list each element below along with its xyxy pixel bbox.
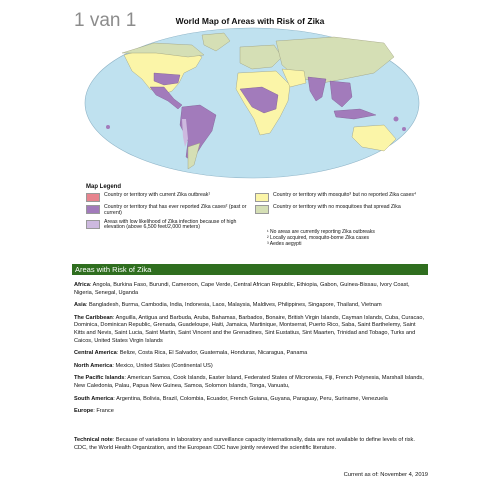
legend-swatch-no-mosquitoes (255, 205, 269, 214)
region-name: Asia (74, 302, 86, 309)
region-name: Africa (74, 282, 90, 288)
region-countries: Mexico, United States (Continental US) (115, 362, 213, 369)
legend-swatch-mosquito-no-cases (255, 193, 269, 202)
region-south-america: South America: Argentina, Bolivia, Brazil, Colombia, Ecuador, French Guiana, Guyana, Paraguay, Peru, Suriname, Venezuela (74, 395, 388, 402)
legend-swatch-past-or-current (86, 205, 100, 214)
region-europe: Europe: France (74, 408, 114, 415)
technical-note-text: Because of variations in laboratory and surveillance capacity internationally, data are not available to define levels of risk. CDC, the World Health Organization, and the European CDC have jointly reviewed the scientific literature. (74, 437, 415, 451)
legend-swatch-low-likelihood (86, 220, 100, 229)
current-as-of: Current as of: November 4, 2019 (343, 472, 428, 478)
region-countries: Anguilla, Antigua and Barbuda, Aruba, Bahamas, Barbados, Bonaire, British Virgin Islands, Cayman Islands, Cuba, Curacao, Dominica, Dominican Republic, Grenada, Guadeloupe, Haiti, Jamaica, Martinique, Montserrat, Puerto Rico, Saba, Saint Barthelemy, Saint Kitts and Nevis, Saint Lucia, Saint Martin, Saint Vincent and the Grenadines, Sint Eustatius, Sint Maarten, Trinidad and Tobago, Turks and Caicos, United States Virgin Islands (74, 314, 425, 344)
region-name: Central America (74, 350, 117, 357)
region-pacific-islands: The Pacific Islands: American Samoa, Cook Islands, Easter Island, Federated States of Micronesia, Fiji, French Polynesia, Marshall Islands, New Caledonia, Palau, Papua New Guinea, Samoa, Solomon Islands, Tonga, Vanuatu, (74, 375, 424, 389)
region-countries: Argentina, Bolivia, Brazil, Colombia, Ecuador, French Guiana, Guyana, Paraguay, Peru, Suriname, Venezuela (116, 395, 388, 402)
legend-title: Map Legend (86, 184, 122, 190)
legend-note: ¹ No areas are currently reporting Zika outbreaks (267, 229, 375, 235)
section-title: Areas with Risk of Zika (75, 265, 152, 274)
region-africa: Africa: Angola, Burkina Faso, Burundi, Cameroon, Cape Verde, Central African Republic, Ethiopia, Gabon, Guinea-Bissau, Ivory Coast, Nigeria, Senegal, Uganda (74, 282, 410, 296)
legend-item (255, 205, 430, 214)
region-caribbean: The Caribbean: Anguilla, Antigua and Barbuda, Aruba, Bahamas, Barbados, Bonaire, British Virgin Islands, Cayman Islands, Cuba, Curacao, Dominica, Dominican Republic, Grenada, Guadeloupe, Haiti, Jamaica, Martinique, Montserrat, Puerto Rico, Saba, Saint Barthelemy, Saint Kitts and Nevis, Saint Lucia, Saint Martin, Saint Vincent and the Grenadines, Sint Eustatius, Sint Maarten, Trinidad and Tobago, Turks and Caicos, United States Virgin Islands (74, 314, 425, 344)
world-map (84, 27, 420, 179)
legend-item (86, 205, 256, 217)
region-countries: Bangladesh, Burma, Cambodia, India, Indonesia, Laos, Malaysia, Maldives, Philippines, Singapore, Thailand, Vietnam (88, 302, 382, 309)
region-name: The Caribbean (74, 314, 113, 321)
region-countries: France (96, 408, 114, 415)
legend-note: ² Locally acquired, mosquito-borne Zika cases (267, 235, 369, 242)
legend-column-right (255, 193, 430, 217)
region-name: Europe (74, 408, 94, 415)
region-countries: Belize, Costa Rica, El Salvador, Guatemala, Honduras, Nicaragua, Panama (119, 350, 308, 357)
technical-note-label: Technical note (74, 437, 113, 443)
region-asia: Asia: Bangladesh, Burma, Cambodia, India, Indonesia, Laos, Malaysia, Maldives, Philippines, Singapore, Thailand, Vietnam (74, 302, 382, 309)
section-header-bar (72, 264, 428, 275)
legend-column-left (86, 193, 256, 234)
region-central-america: Central America: Belize, Costa Rica, El Salvador, Guatemala, Honduras, Nicaragua, Panama (74, 350, 308, 357)
legend-note: ³ Aedes aegypti (267, 241, 302, 248)
legend-item (86, 220, 256, 232)
region-name: South America (74, 395, 114, 402)
region-north-america: North America: Mexico, United States (Continental US) (74, 362, 213, 369)
legend-label: Areas with low likelihood of Zika infection because of high elevation (above 6,500 feet/2,000 meters) (104, 218, 237, 231)
region-countries: American Samoa, Cook Islands, Easter Island, Federated States of Micronesia, Fiji, French Polynesia, Marshall Islands, New Caledonia, Palau, Papua New Guinea, Samoa, Solomon Islands, Tonga, Vanuatu, (74, 375, 424, 389)
region-name: The Pacific Islands (74, 375, 125, 382)
legend-item (86, 193, 256, 202)
region-name: North America (74, 362, 113, 369)
legend-notes (267, 229, 375, 248)
map-land-pacific-islands (394, 117, 399, 122)
map-title: World Map of Areas with Risk of Zika (175, 16, 325, 26)
legend-label: Country or territory with no mosquitoes that spread Zika (273, 204, 401, 210)
page-counter: 1 van 1 (74, 10, 137, 31)
legend-label: Country or territory with mosquito³ but no reported Zika cases⁴ (273, 192, 417, 198)
regions-list (74, 282, 428, 419)
technical-note: Technical note: Because of variations in laboratory and surveillance capacity internationally, data are not available to define levels of risk. CDC, the World Health Organization, and the European CDC have jointly reviewed the scientific literature. (74, 437, 415, 451)
region-countries: Angola, Burkina Faso, Burundi, Cameroon, Cape Verde, Central African Republic, Ethiopia, Gabon, Guinea-Bissau, Ivory Coast, Nigeria, Senegal, Uganda (74, 282, 410, 296)
legend-label: Country or territory that has ever reported Zika cases² (past or current) (104, 204, 247, 216)
legend-label: Country or territory with current Zika outbreak¹ (104, 192, 211, 198)
legend-item (255, 193, 430, 202)
legend-swatch-current-outbreak (86, 193, 100, 202)
